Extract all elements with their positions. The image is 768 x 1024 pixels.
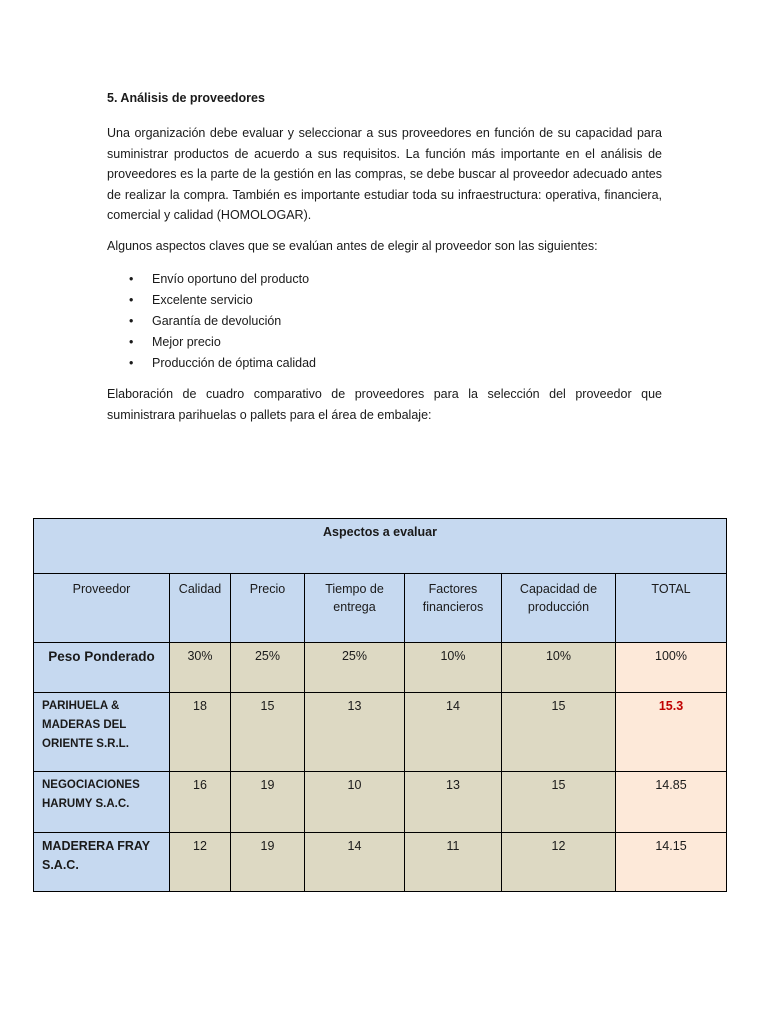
weight-cell: 10% — [502, 643, 616, 693]
score-cell: 13 — [305, 693, 405, 772]
provider-name: NEGOCIACIONES HARUMY S.A.C. — [34, 772, 170, 833]
score-cell: 13 — [405, 772, 502, 833]
weight-cell: 10% — [405, 643, 502, 693]
paragraph-2: Algunos aspectos claves que se evalúan antes de elegir al proveedor son las siguientes: — [107, 239, 598, 253]
score-cell: 10 — [305, 772, 405, 833]
aspects-list — [129, 269, 316, 374]
weight-cell: 25% — [231, 643, 305, 693]
score-cell: 11 — [405, 833, 502, 892]
score-cell: 15 — [502, 693, 616, 772]
bullet-icon: • — [129, 293, 134, 307]
paragraph-1: Una organización debe evaluar y seleccionar a sus proveedores en función de su capacidad para suministrar productos de acuerdo a sus requisitos. La función más importante en el análisis de proveedores es la parte de la gestión en las compras, se debe buscar al proveedor adecuado antes de realizar la compra. También es importante estudiar toda su infraestructura: operativa, financiera, comercial y calidad (HOMOLOGAR). — [107, 126, 662, 222]
total-cell: 14.85 — [616, 772, 727, 833]
score-cell: 14 — [305, 833, 405, 892]
column-header-delivery: Tiempo de entrega — [305, 574, 405, 643]
weight-label: Peso Ponderado — [34, 643, 170, 693]
bullet-icon: • — [129, 272, 134, 286]
bullet-icon: • — [129, 335, 134, 349]
best-total-cell: 15.3 — [616, 693, 727, 772]
score-cell: 12 — [502, 833, 616, 892]
comparison-intro — [107, 384, 662, 425]
table-row — [34, 833, 727, 892]
score-cell: 12 — [170, 833, 231, 892]
score-cell: 15 — [231, 693, 305, 772]
column-header-price: Precio — [231, 574, 305, 643]
bullet-icon: • — [129, 314, 134, 328]
score-cell: 15 — [502, 772, 616, 833]
score-cell: 14 — [405, 693, 502, 772]
column-header-financial: Factores financieros — [405, 574, 502, 643]
list-item: • Mejor precio — [129, 332, 316, 353]
supplier-comparison-table — [33, 518, 727, 892]
table-row — [34, 693, 727, 772]
score-cell: 18 — [170, 693, 231, 772]
score-cell: 16 — [170, 772, 231, 833]
score-cell: 19 — [231, 772, 305, 833]
aspects-intro — [107, 236, 662, 257]
column-header-provider: Proveedor — [34, 574, 170, 643]
score-cell: 19 — [231, 833, 305, 892]
paragraph-3: Elaboración de cuadro comparativo de proveedores para la selección del proveedor que suministrara parihuelas o pallets para el área de embalaje: — [107, 387, 662, 422]
table-row — [34, 772, 727, 833]
weight-cell: 30% — [170, 643, 231, 693]
column-header-quality: Calidad — [170, 574, 231, 643]
column-header-total: TOTAL — [616, 574, 727, 643]
total-cell: 14.15 — [616, 833, 727, 892]
provider-name: MADERERA FRAY S.A.C. — [34, 833, 170, 892]
provider-name: PARIHUELA & MADERAS DEL ORIENTE S.R.L. — [34, 693, 170, 772]
column-header-capacity: Capacidad de producción — [502, 574, 616, 643]
weight-total-cell: 100% — [616, 643, 727, 693]
intro-paragraph — [107, 123, 662, 226]
list-item: • Envío oportuno del producto — [129, 269, 316, 290]
list-item: • Excelente servicio — [129, 290, 316, 311]
table-title: Aspectos a evaluar — [34, 519, 727, 574]
section-heading: 5. Análisis de proveedores — [107, 91, 265, 105]
weight-cell: 25% — [305, 643, 405, 693]
bullet-icon: • — [129, 356, 134, 370]
list-item: • Garantía de devolución — [129, 311, 316, 332]
list-item: • Producción de óptima calidad — [129, 353, 316, 374]
